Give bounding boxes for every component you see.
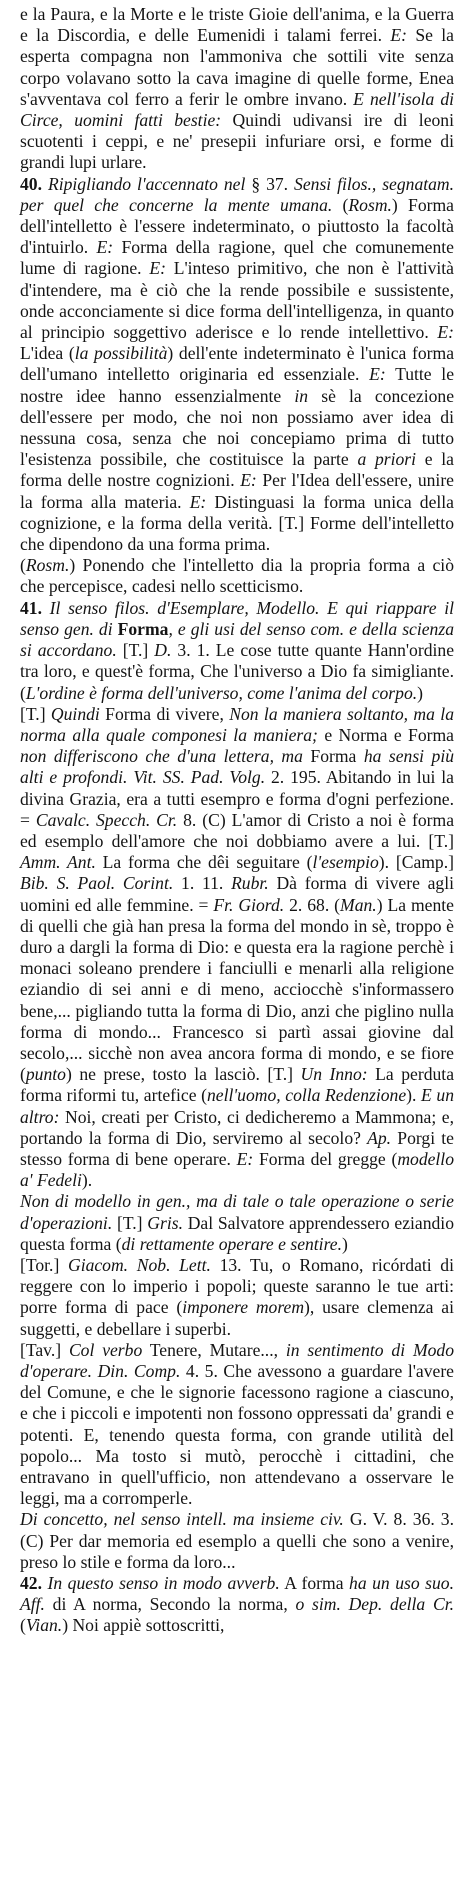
- body-text: [T.]: [20, 703, 51, 724]
- italic-text: Cavalc. Specch. Cr.: [35, 809, 178, 830]
- body-text: ), usare clemenza ai suggetti, e debellare i superbi.: [20, 1297, 455, 1339]
- body-text: Porgi te stesso forma di bene operare.: [20, 1127, 454, 1169]
- italic-text: Giacom. Nob. Lett.: [67, 1254, 211, 1275]
- italic-text: Ripigliando l'accennato nel: [47, 173, 246, 194]
- italic-text: Un Inno:: [300, 1064, 368, 1085]
- body-text: e la forma delle nostre cognizioni.: [20, 449, 454, 491]
- body-text: ). [Camp.]: [378, 852, 454, 873]
- italic-text: Non di modello in gen., ma di tale o tale operazione o serie d'operazioni.: [20, 1191, 454, 1233]
- body-text: [T.]: [116, 640, 155, 661]
- body-text: 13. Tu, o Romano, ricórdati di reggere con lo imperio i popoli; queste saranno le tue arti: porre forma di pace (: [20, 1254, 454, 1318]
- italic-text: E:: [437, 322, 454, 343]
- body-text: Dal Salvatore apprendessero eziandio questa forma (: [20, 1212, 454, 1254]
- body-text: L'idea (: [20, 343, 75, 364]
- body-text: Distinguasi la forma unica della cognizione, e la forma della verità. [T.] Forme dell'intelletto che dipendono da una forma prima.: [20, 491, 454, 555]
- italic-text: L'ordine è forma dell'universo, come l'anima del corpo.: [25, 682, 418, 703]
- body-text: L'inteso primitivo, che non è l'attività d'intendere, ma è ciò che la rende possibile e sussistente, onde acconciamente si dice forma dell'intelligenza, in quanto al principio soggettivo aderisce e lo rende intellettivo.: [20, 258, 454, 343]
- body-text: 2. 68. (: [284, 894, 341, 915]
- body-text: ) Ponendo che l'intelletto dia la propria forma a ciò che percepisce, cadesi nello scetticismo.: [20, 555, 454, 597]
- bold-text: 40.: [20, 173, 48, 194]
- body-text: 2. 195. Abitando in lui la divina Grazia, era a tutti esempro e forma d'ogni perfezione. =: [20, 767, 454, 830]
- italic-text: Il senso filos. d'Esemplare, Modello. E qui riappare il senso gen. di: [20, 597, 455, 639]
- body-text: 8. (C) L'amor di Cristo a noi è forma ed esemplo dell'amore che noi dobbiamo avere a lui. [T.]: [20, 809, 455, 851]
- italic-text: E un altro:: [20, 1085, 455, 1127]
- italic-text: E:: [96, 237, 114, 258]
- italic-text: Quindi: [50, 703, 100, 724]
- italic-text: Bib. S. Paol. Corint.: [20, 873, 174, 894]
- body-text: ) Noi appiè sottoscritti,: [62, 1615, 225, 1636]
- italic-text: ha un uso suo. Aff.: [20, 1573, 455, 1615]
- italic-text: l'esempio: [312, 852, 379, 873]
- italic-text: la possibilità: [74, 343, 168, 364]
- entry-paragraph: [20, 4, 454, 174]
- entry-paragraph: [20, 555, 454, 597]
- entry-paragraph: [20, 1191, 454, 1255]
- italic-text: Fr. Giord.: [213, 894, 285, 915]
- italic-text: E:: [369, 364, 386, 385]
- body-text: Tenere, Mutare...,: [142, 1339, 286, 1360]
- body-text: La forma che dêi seguitare (: [95, 852, 313, 873]
- body-text: Quindi udivansi ire di leoni scuotenti i ceppi, e ne' presepii infuriare orsi, e forme di grandi lupi urlare.: [20, 110, 454, 173]
- italic-text: E:: [390, 25, 407, 46]
- italic-text: E nell'isola di Circe, uomini fatti bestie:: [20, 88, 455, 131]
- italic-text: nell'uomo, colla Redenzione: [207, 1085, 407, 1106]
- body-text: Tutte le nostre idee hanno essenzialmente: [20, 364, 454, 406]
- body-text: ).: [406, 1085, 422, 1106]
- italic-text: D.: [154, 640, 172, 661]
- italic-text: Gris.: [147, 1212, 183, 1233]
- italic-text: Amm. Ant.: [20, 852, 96, 873]
- italic-text: E:: [236, 1148, 254, 1169]
- entry-paragraph: [20, 1509, 454, 1573]
- body-text: Se la esperta compagna non l'ammoniva che sottili vite senza corpo volavano sotto la cava imagine di quelle forme, Enea s'avventava col ferro a ferir le ombre invano.: [20, 25, 454, 109]
- italic-text: imponere morem: [182, 1297, 305, 1318]
- italic-text: In questo senso in modo avverb.: [47, 1573, 280, 1594]
- italic-text: in sentimento di Modo d'operare. Din. Comp.: [20, 1339, 454, 1381]
- body-text: Forma della ragione, quel che comunemente lume di ragione.: [20, 237, 454, 279]
- bold-text: Forma: [112, 618, 169, 639]
- bold-text: 42.: [20, 1573, 48, 1594]
- body-text: Dà forma di vivere agli uomini ed alle femmine. =: [20, 873, 455, 915]
- italic-text: in: [294, 385, 309, 406]
- entry-paragraph: [20, 598, 454, 704]
- entry-paragraph: [20, 1573, 454, 1637]
- bold-text: 41.: [20, 597, 50, 618]
- body-text: La perduta forma riformi tu, artefice (: [20, 1064, 454, 1106]
- italic-text: a priori: [357, 449, 417, 470]
- italic-text: Ap.: [367, 1127, 392, 1148]
- italic-text: ha sensi più alti e profondi. Vit. SS. Pad. Volg.: [20, 746, 454, 788]
- body-text: Per l'Idea dell'essere, unire la forma alla materia.: [20, 470, 454, 512]
- italic-text: E:: [189, 491, 207, 512]
- italic-text: Rubr.: [231, 873, 269, 894]
- body-text: (: [20, 1615, 26, 1636]
- body-text: Noi, creati per Cristo, ci dedicheremo a Mammona; e, portando la forma di Dio, serviremo al secolo?: [20, 1106, 454, 1148]
- body-text: ) ne prese, tosto la lasciò. [T.]: [65, 1064, 301, 1085]
- body-text: Forma di vivere,: [99, 703, 230, 724]
- italic-text: E:: [149, 258, 166, 279]
- italic-text: , e gli usi del senso com. e della scienza si accordano.: [20, 618, 454, 661]
- body-text: Forma del gregge (: [253, 1148, 398, 1169]
- body-text: ): [341, 1233, 348, 1254]
- body-text: [Tav.]: [20, 1339, 69, 1360]
- body-text: G. V. 8. 36. 3. (C) Per dar memoria ed esemplo a quelli che sono a venire, preso lo stile e forma da loro...: [20, 1509, 455, 1572]
- body-text: ) dell'ente indeterminato è l'unica forma dell'umano intelletto originaria ed essenziale.: [20, 343, 454, 385]
- body-text: [Tor.]: [20, 1254, 68, 1275]
- italic-text: E:: [240, 470, 257, 491]
- body-text: 4. 5. Che avessono a guardare l'avere del Comune, e che le signorie facessono ragione a ciascuno, e che i piccoli e impotenti non fossono oppressati da' grandi e potenti. E, tenendo questa forma, con grande utilità del popolo... Ma tosto si mutò, perocchè i cittadini, che entravano in quell'ufficio, non attendevano a osservare le leggi, ma a corromperle.: [20, 1361, 454, 1509]
- entry-paragraph: [20, 704, 454, 1192]
- body-text: 1. 11.: [173, 873, 232, 894]
- body-text: A forma: [279, 1573, 350, 1594]
- italic-text: Rosm.: [25, 555, 70, 576]
- italic-text: o sim. Dep. della Cr.: [295, 1594, 454, 1615]
- entry-paragraph: [20, 174, 454, 556]
- body-text: e Norma e Forma: [317, 724, 454, 745]
- body-text: e la Paura, e la Morte e le triste Gioie dell'anima, e la Guerra e la Discordia, e delle Eumenidi i talami ferrei.: [20, 4, 454, 46]
- body-text: (: [332, 194, 349, 215]
- body-text: ) La mente di quelli che già han presa la forma del mondo in sè, troppo è duro a dargli la forma di Dio: e questa era la ragione perchè i monaci soleano prendere i fanciulli e menarli alla religione eziandio di sei anni e di meno, acciocchè s'informassero bene,... pigliando tutta la forma di Dio, anzi che piglino nulla forma di mondo... Francesco si partì assai giovine dal secolo,... sicchè non avea ancora forma di mondo, e se fiore (: [20, 894, 454, 1085]
- italic-text: di rettamente operare e sentire.: [121, 1233, 342, 1254]
- body-text: § 37.: [245, 173, 295, 194]
- body-text: ) Forma dell'intelletto è l'essere indeterminato, o piuttosto la facoltà d'intuirlo.: [20, 194, 454, 258]
- body-text: (: [20, 555, 26, 576]
- entry-paragraph: [20, 1255, 454, 1340]
- body-text: [T.]: [112, 1212, 148, 1233]
- italic-text: Sensi filos., segnatam. per quel che concerne la mente umana.: [20, 173, 455, 215]
- italic-text: Col verbo: [68, 1339, 143, 1360]
- italic-text: non differiscono che d'una lettera, ma: [20, 746, 303, 767]
- body-text: sè la concezione dell'essere per modo, che noi non possiamo aver idea di nessuna cosa, senza che noi concepiamo prima di tutto l'esistenza possibile, che costituisce la parte: [20, 385, 454, 470]
- italic-text: Non la maniera soltanto, ma la norma alla quale componesi la maniera;: [20, 703, 454, 745]
- italic-text: Rosm.: [348, 194, 392, 215]
- entry-paragraph: [20, 1340, 454, 1510]
- italic-text: Di concetto, nel senso intell. ma insieme civ.: [20, 1509, 344, 1530]
- body-text: 3. 1. Le cose tutte quante Hann'ordine tra loro, e quest'è forma, Che l'universo a Dio fa simigliante. (: [20, 640, 455, 703]
- italic-text: Man.: [340, 894, 377, 915]
- body-text: ).: [81, 1170, 93, 1191]
- italic-text: modello a' Fedeli: [20, 1148, 454, 1191]
- italic-text: punto: [25, 1064, 66, 1085]
- body-text: Forma: [302, 746, 364, 767]
- body-text: di A norma, Secondo la norma,: [44, 1594, 296, 1615]
- body-text: ): [417, 682, 424, 703]
- italic-text: Vian.: [25, 1615, 63, 1636]
